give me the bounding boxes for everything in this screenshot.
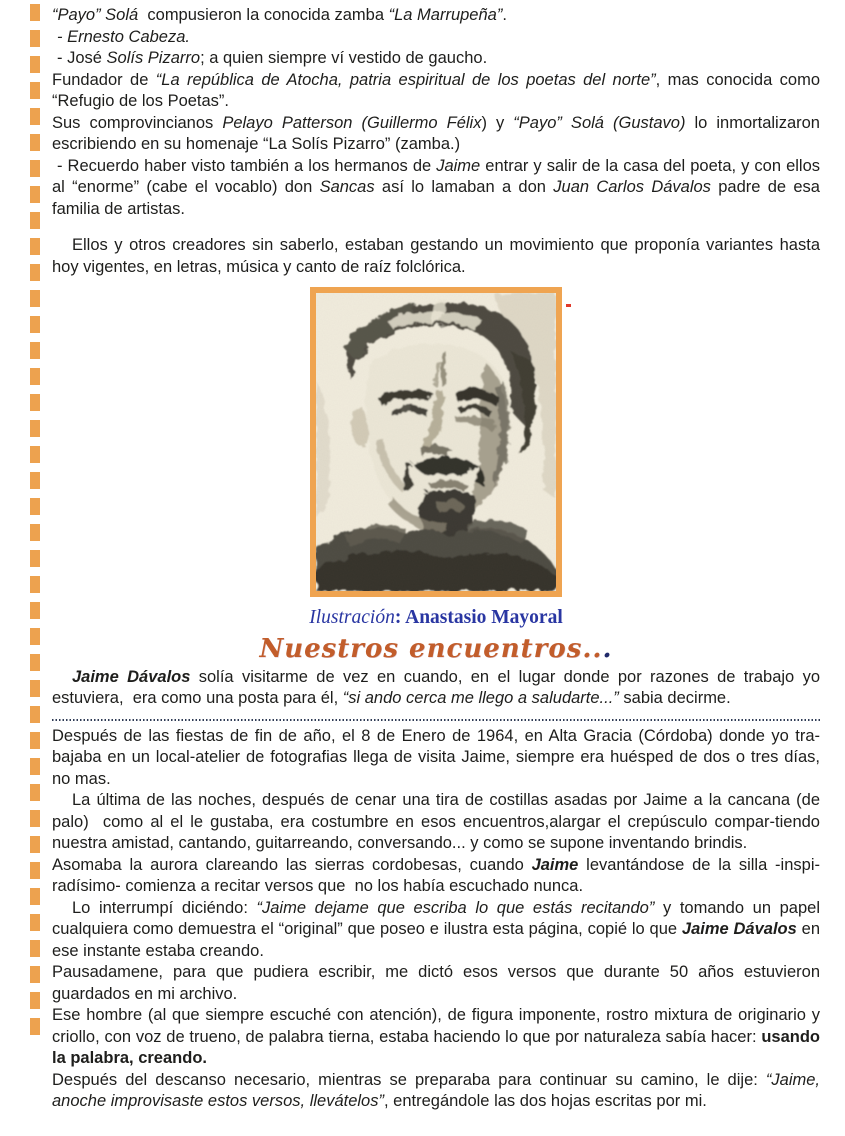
- paragraph: La última de las noches, después de cenar una tira de costillas asadas por Jaime a la cancana (de palo) como al el le gustaba, era costumbre en esos encuentros,alargar el crepúsculo compar-tiendo nuestra amistad, cantando, guitarreando, conversando... y como se supone inventando brindis.: [52, 791, 820, 853]
- paragraph: Fundador de “La república de Atocha, patria espiritual de los poetas del norte”, mas conocida como “Refugio de los Poetas”.: [52, 70, 820, 110]
- paragraph: Jaime Dávalos solía visitarme de vez en cuando, en el lugar donde por razones de trabajo yo estuviera, era como una posta para él, “si ando cerca me llego a saludarte...” sabia decirme.: [52, 667, 821, 707]
- document-page: [52, 5, 820, 1113]
- paragraph: Ellos y otros creadores sin saberlo, estaban gestando un movimiento que proponía variantes hasta hoy vigentes, en letras, música y canto de raíz folclórica.: [52, 236, 820, 276]
- paragraph: Después de las fiestas de fin de año, el 8 de Enero de 1964, en Alta Gracia (Córdoba) donde yo tra-bajaba en un local-atelier de fotografias llega de visita Jaime, siempre era huésped de dos o tres días, no mas.: [52, 726, 820, 788]
- paragraph: Sus comprovincianos Pelayo Patterson (Guillermo Félix) y “Payo” Solá (Gustavo) lo inmortalizaron escribiendo en su homenaje “La Solís Pizarro” (zamba.): [52, 113, 820, 153]
- section-heading: Nuestros encuentros...: [259, 634, 613, 664]
- portrait-illustration: [310, 287, 562, 597]
- paragraph: Asomaba la aurora clareando las sierras cordobesas, cuando Jaime levantándose de la silla -inspi-radísimo- comienza a recitar versos que no los había escuchado nunca.: [52, 855, 820, 896]
- charcoal-portrait-drawing: [316, 293, 556, 591]
- paragraph: Lo interrumpí diciéndo: “Jaime dejame que escriba lo que estás recitando” y tomando un papel cualquiera como demuestra el “original” que poseo e ilustra esta página, copié lo que Jaime Dávalos en ese instante estaba creando.: [52, 898, 820, 960]
- red-mark: [566, 304, 571, 307]
- paragraph: Después del descanso necesario, mientras se preparaba para continuar su camino, le dije: “Jaime, anoche improvisaste estos versos, llevátelos”, entregándole las dos hojas escritas por mi.: [52, 1070, 820, 1111]
- paragraph: - Recuerdo haber visto también a los hermanos de Jaime entrar y salir de la casa del poeta, y con ellos al “enorme” (cabe el vocablo) don Sancas así lo lamaban a don Juan Carlos Dávalos padre de esa familia de artistas.: [52, 156, 820, 218]
- figure-caption: Ilustración: Anastasio Mayoral: [309, 606, 563, 628]
- paragraph: - Ernesto Cabeza.: [57, 27, 190, 46]
- paragraph: Ese hombre (al que siempre escuché con atención), de figura imponente, rostro mixtura de originario y criollo, con voz de trueno, de palabra tierna, estaba haciendo lo que por naturaleza sabía hacer: usando la palabra, creando.: [52, 1006, 820, 1068]
- dotted-separator: [52, 719, 820, 721]
- paragraph: “Payo” Solá compusieron la conocida zamba “La Marrupeña”.: [52, 6, 507, 24]
- figure-block: [52, 287, 820, 604]
- paragraph: - José Solís Pizarro; a quien siempre ví vestido de gaucho.: [57, 49, 488, 67]
- portrait-figure: [310, 287, 562, 597]
- paragraph: Pausadamene, para que pudiera escribir, me dictó esos versos que durante 50 años estuvieron guardados en mi archivo.: [52, 963, 820, 1003]
- left-dashed-border: [30, 4, 40, 1044]
